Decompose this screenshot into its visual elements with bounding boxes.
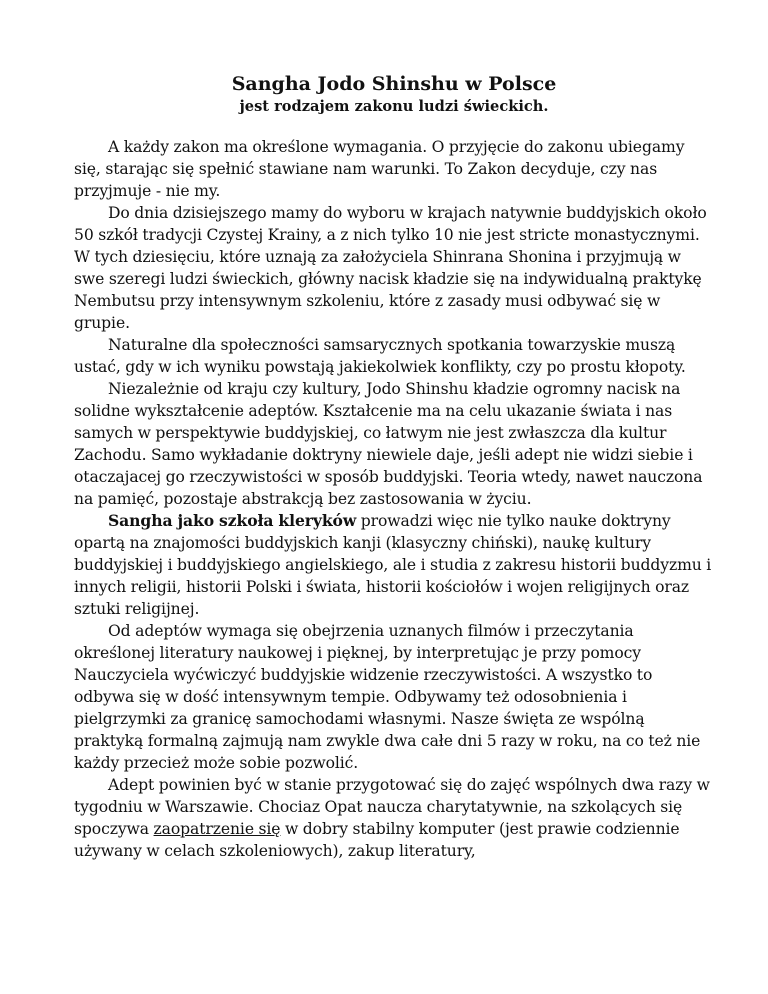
paragraph-1: A każdy zakon ma określone wymagania. O przyjęcie do zakonu ubiegamy się, starając się spełnić stawiane nam warunki. To Zakon decyduje, czy nas przyjmuje - nie my.	[74, 138, 685, 200]
document-title: Sangha Jodo Shinshu w Polsce	[231, 73, 557, 95]
zaopatrzenie-link[interactable]: zaopatrzenie się	[153, 820, 281, 838]
paragraph-5-text: prowadzi więc nie tylko nauke doktryny opartą na znajomości buddyjskich kanji (klasyczny chiński), naukę kultury buddyjskiej i buddyjskiego angielskiego, ale i studia z zakresu historii buddyzmu i innych religii, historii Polski i świata, historii kościołów i wojen religijnych oraz sztuki religijnej.	[74, 512, 712, 618]
paragraph-6: Od adeptów wymaga się obejrzenia uznanych filmów i przeczytania określonej literatury naukowej i pięknej, by interpretując je przy pomocy Nauczyciela wyćwiczyć buddyjskie widzenie rzeczywistości. A wszystko to odbywa się w dość intensywnym tempie. Odbywamy też odosobnienia i pielgrzymki za granicę samochodami własnymi. Nasze święta ze wspólną praktyką formalną zajmują nam zwykle dwa całe dni 5 razy w roku, na co też nie każdy przecież może sobie pozwolić.	[74, 622, 701, 772]
document-page	[74, 72, 714, 862]
paragraph-7	[74, 774, 714, 862]
document-subtitle: jest rodzajem zakonu ludzi świeckich.	[239, 98, 549, 115]
paragraph-5	[74, 510, 714, 620]
paragraph-2: Do dnia dzisiejszego mamy do wyboru w krajach natywnie buddyjskich około 50 szkół tradycji Czystej Krainy, a z nich tylko 10 nie jest stricte monastycznymi. W tych dziesięciu, które uznają za założyciela Shinrana Shonina i przyjmują w swe szeregi ludzi świeckich, główny nacisk kładzie się na indywidualną praktykę Nembutsu przy intensywnym szkoleniu, które z zasady musi odbywać się w grupie.	[74, 204, 707, 332]
paragraph-3: Naturalne dla społeczności samsarycznych spotkania towarzyskie muszą ustać, gdy w ich wyniku powstają jakiekolwiek konflikty, czy po prostu kłopoty.	[74, 336, 686, 376]
paragraph-7-text-after: w dobry stabilny komputer (jest prawie codziennie używany w celach szkoleniowych), zakup literatury,	[74, 820, 680, 860]
paragraph-4: Niezależnie od kraju czy kultury, Jodo Shinshu kładzie ogromny nacisk na solidne wykształcenie adeptów. Kształcenie ma na celu ukazanie świata i nas samych w perspektywie buddyjskiej, co łatwym nie jest zwłaszcza dla kultur Zachodu. Samo wykładanie doktryny niewiele daje, jeśli adept nie widzi siebie i otaczajacej go rzeczywistości w sposób buddyjski. Teoria wtedy, nawet nauczona na pamięć, pozostaje abstrakcją bez zastosowania w życiu.	[74, 380, 703, 508]
paragraph-7-text-before: Adept powinien być w stanie przygotować się do zajęć wspólnych dwa razy w tygodniu w Warszawie. Chociaz Opat naucza charytatywnie, na szkolących się spoczywa	[74, 776, 710, 838]
paragraph-5-bold-phrase: Sangha jako szkoła kleryków	[108, 511, 357, 530]
